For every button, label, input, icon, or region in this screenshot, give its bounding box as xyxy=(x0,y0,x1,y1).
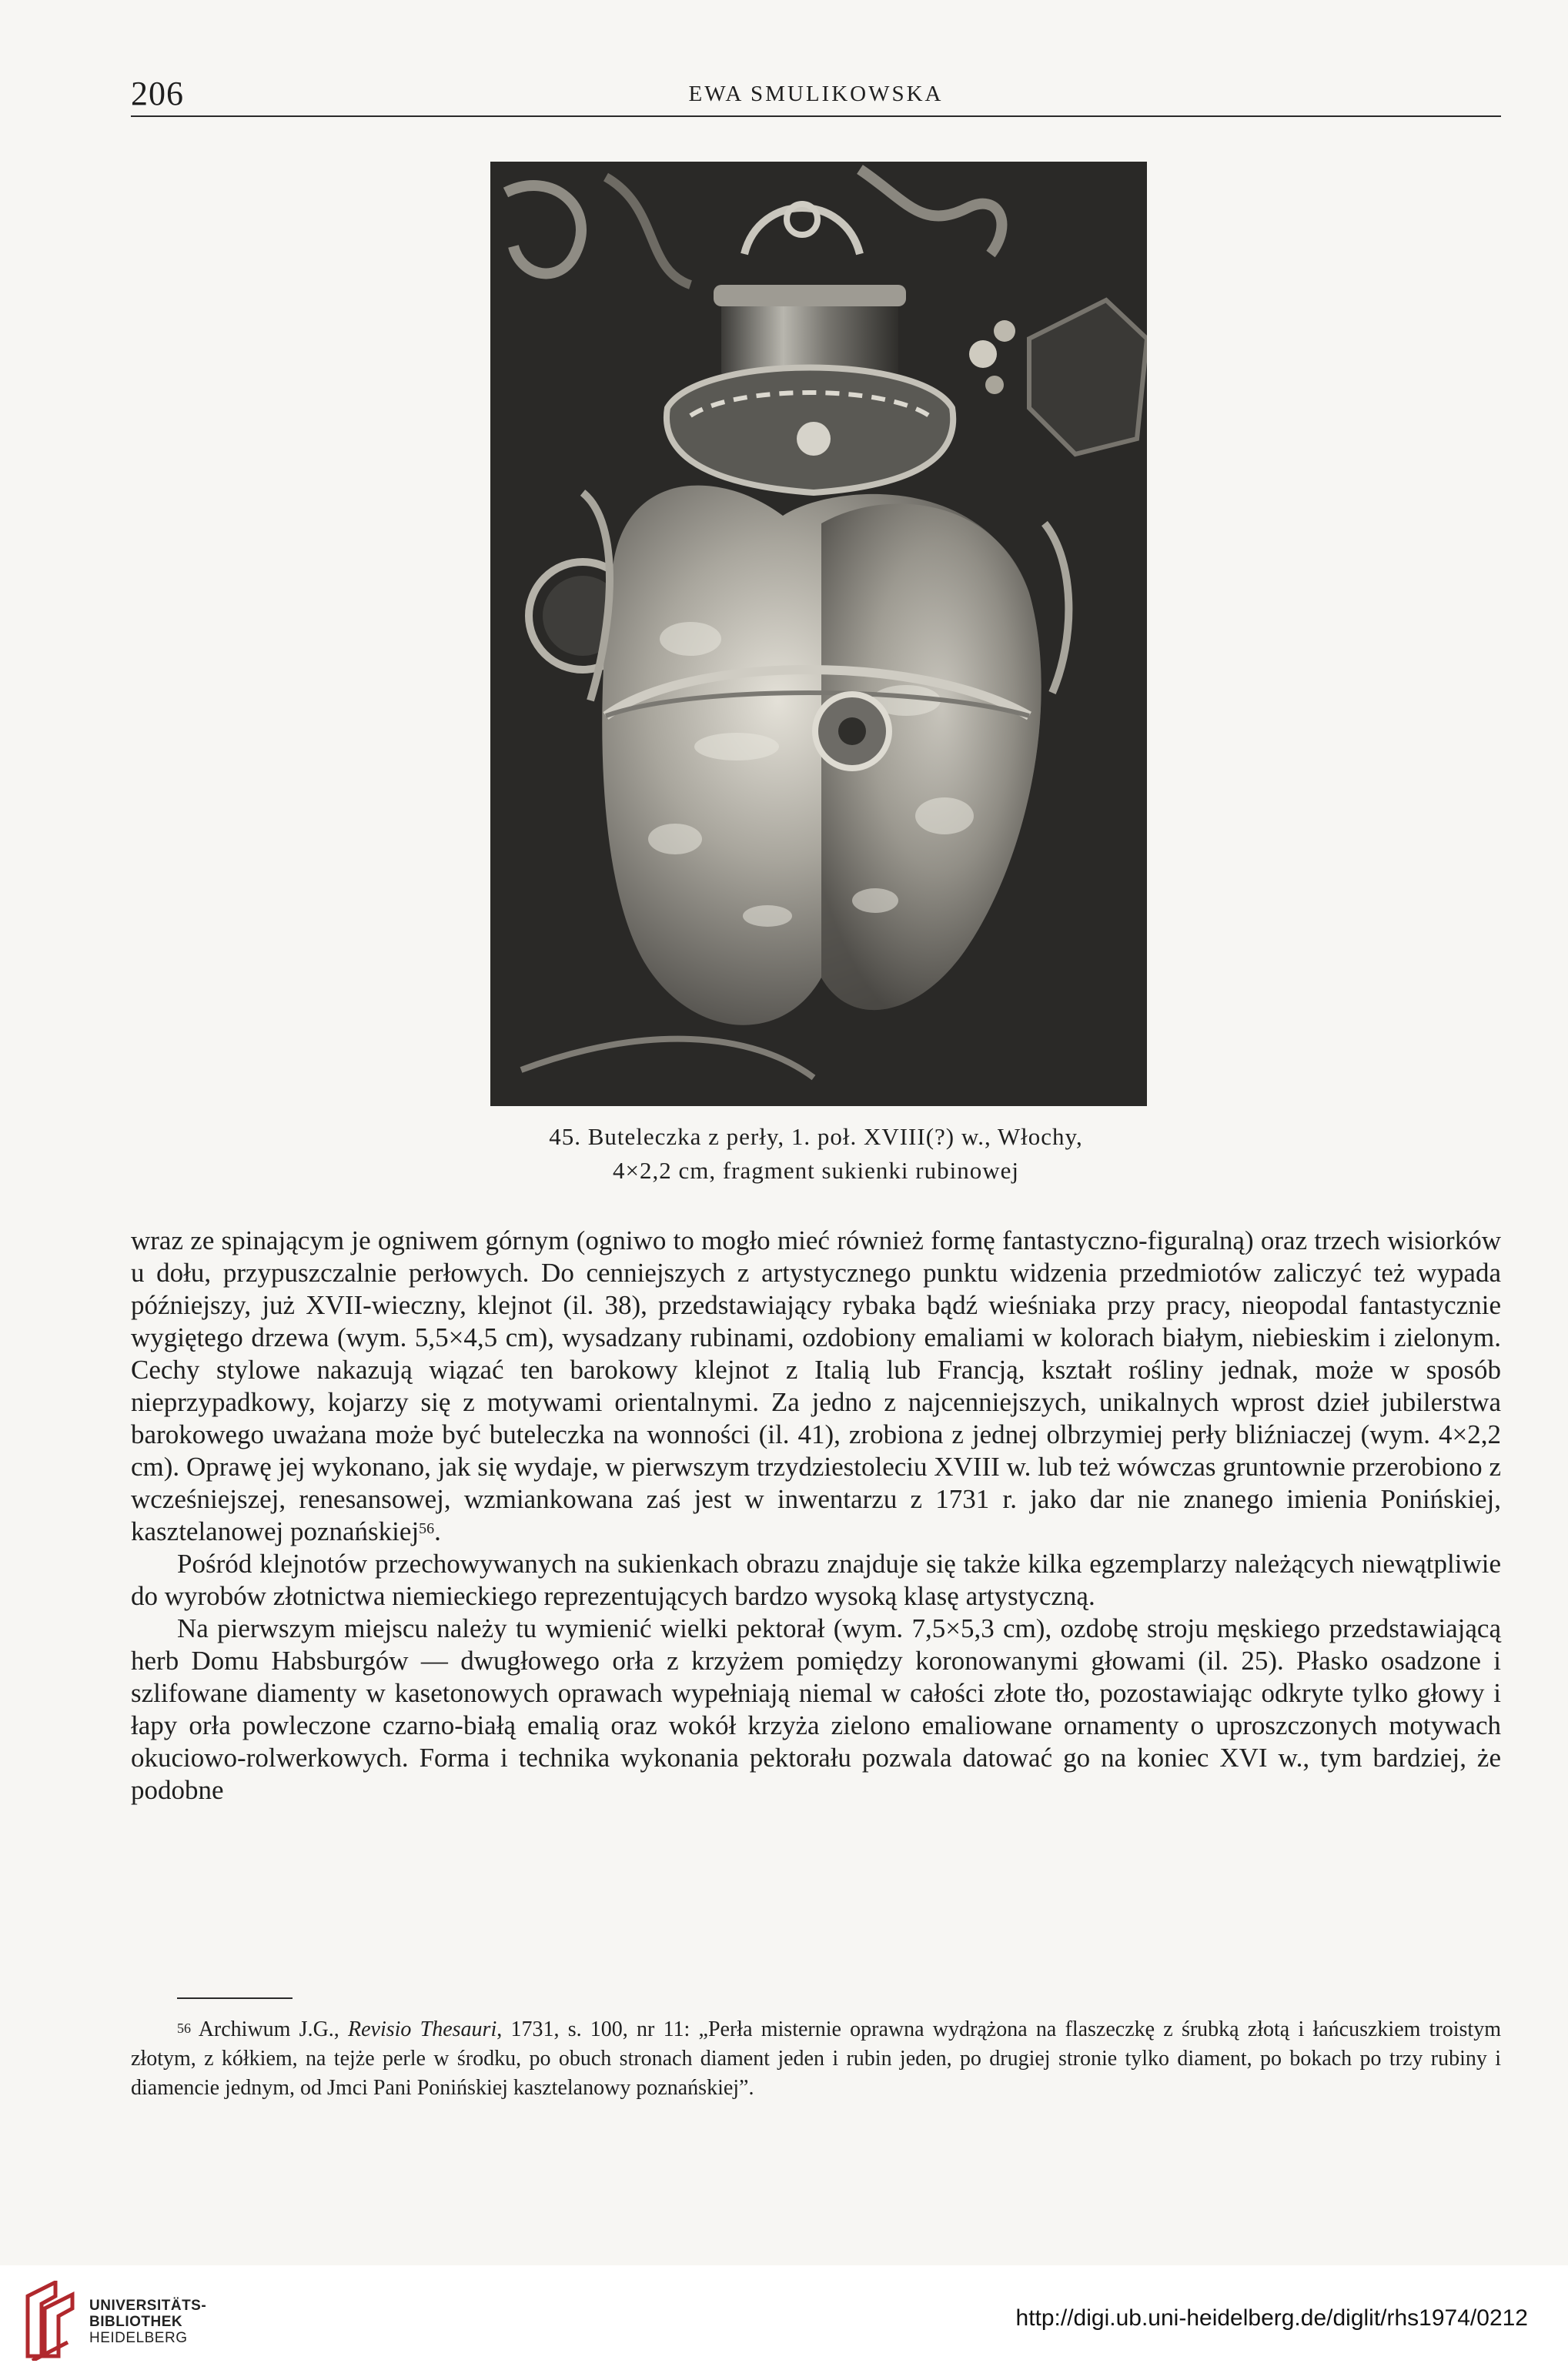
caption-line-2: 4×2,2 cm, fragment sukienki rubinowej xyxy=(613,1157,1019,1184)
footnote-number: 56 xyxy=(177,2021,191,2036)
paragraph-1 xyxy=(131,1225,1501,1548)
logo-line-2: BIBLIOTHEK xyxy=(89,2314,183,2330)
figure-photo-pearl-bottle xyxy=(490,162,1147,1106)
footnote xyxy=(131,2015,1501,2103)
paragraph-1-end: . xyxy=(434,1516,441,1546)
logo-line-1: UNIVERSITÄTS- xyxy=(89,2298,207,2314)
figure-caption xyxy=(131,1120,1501,1188)
footnote-reference: 56 xyxy=(419,1520,435,1537)
page-header xyxy=(131,74,1501,120)
logo-line-3: HEIDELBERG xyxy=(89,2330,188,2346)
header-rule xyxy=(131,115,1501,117)
library-footer xyxy=(0,2265,1568,2380)
library-logo-text xyxy=(89,2298,206,2346)
running-head: EWA SMULIKOWSKA xyxy=(688,82,944,106)
paragraph-1-text: wraz ze spinającym je ogniwem górnym (ogniwo to mogło mieć również formę fantastyczno-figuralną) oraz trzech wisiorków u dołu, przypuszczalnie perłowych. Do cenniejszych z artystycznego punktu widzenia przedmiotów zaliczyć też wypada późniejszy, już XVII-wieczny, klejnot (il. 38), przedstawiający rybaka bądź wieśniaka przy pracy, nieopodal fantastycznie wygiętego drzewa (wym. 5,5×4,5 cm), wysadzany rubinami, ozdobiony emaliami w kolorach białym, niebieskim i zielonym. Cechy stylowe nakazują wiązać ten barokowy klejnot z Italią lub Francją, kształt rośliny jednak, może w sposób nieprzypadkowy, kojarzy się z motywami orientalnymi. Za jedno z najcenniejszych, unikalnych wprost dzieł jubilerstwa barokowego uważana może być buteleczka na wonności (il. 41), zrobiona z jednej olbrzymiej perły bliźniaczej (wym. 4×2,2 cm). Oprawę jej wykonano, jak się wydaje, w pierwszym trzydziestoleciu XVIII w. lub też wówczas gruntownie przerobiono z wcześniejszej, renesansowej, wzmiankowana zaś jest w inwentarzu z 1731 r. jako dar nie znanego imienia Ponińskiej, kasztelanowej poznańskiej xyxy=(131,1225,1501,1546)
pearl-bottle-photo-illustration xyxy=(490,162,1147,1106)
body-text xyxy=(131,1225,1501,1807)
footnote-rule xyxy=(177,1997,293,1999)
library-logo-icon xyxy=(22,2281,80,2361)
paragraph-3: Na pierwszym miejscu należy tu wymienić wielki pektorał (wym. 7,5×5,3 cm), ozdobę stroju męskiego przedstawiającą herb Domu Habsburgów — dwugłowego orła z krzyżem pomiędzy koronowanymi głowami (il. 25). Płasko osadzone i szlifowane diamenty w kasetonowych oprawach wypełniają niemal w całości złote tło, pozostawiając odkryte tylko głowy i łapy orła powleczone czarno-białą emalią oraz wokół krzyża zielono emaliowane ornamenty o uproszczonych motywach okuciowo-rolwerkowych. Forma i technika wykonania pektorału pozwala datować go na koniec XVI w., tym bardziej, że podobne xyxy=(131,1613,1501,1805)
page-number: 206 xyxy=(131,75,184,112)
footnote-title: Revisio Thesauri xyxy=(348,2017,497,2041)
source-url-link[interactable]: http://digi.ub.uni-heidelberg.de/diglit/rhs1974/0212 xyxy=(1015,2305,1528,2331)
footnote-lead: Archiwum J.G., xyxy=(198,2017,349,2041)
paragraph-2: Pośród klejnotów przechowywanych na sukienkach obrazu znajduje się także kilka egzemplarzy należących niewątpliwie do wyrobów złotnictwa niemieckiego reprezentujących bardzo wysoką klasę artystyczną. xyxy=(131,1549,1501,1611)
footnote-text: , 1731, s. 100, nr 11: „Perła misternie oprawna wydrążona na flaszeczkę z śrubką złotą i łańcuszkiem troistym złotym, z kółkiem, na tejże perle w środku, po obuch stronach diament jeden i rubin jeden, po drugiej stronie tylko diament, po bokach po trzy rubiny i diamencie jednym, od Jmci Pani Ponińskiej kasztelanowy poznańskiej”. xyxy=(131,2017,1501,2100)
caption-line-1: 45. Buteleczka z perły, 1. poł. XVIII(?) w., Włochy, xyxy=(549,1123,1083,1150)
